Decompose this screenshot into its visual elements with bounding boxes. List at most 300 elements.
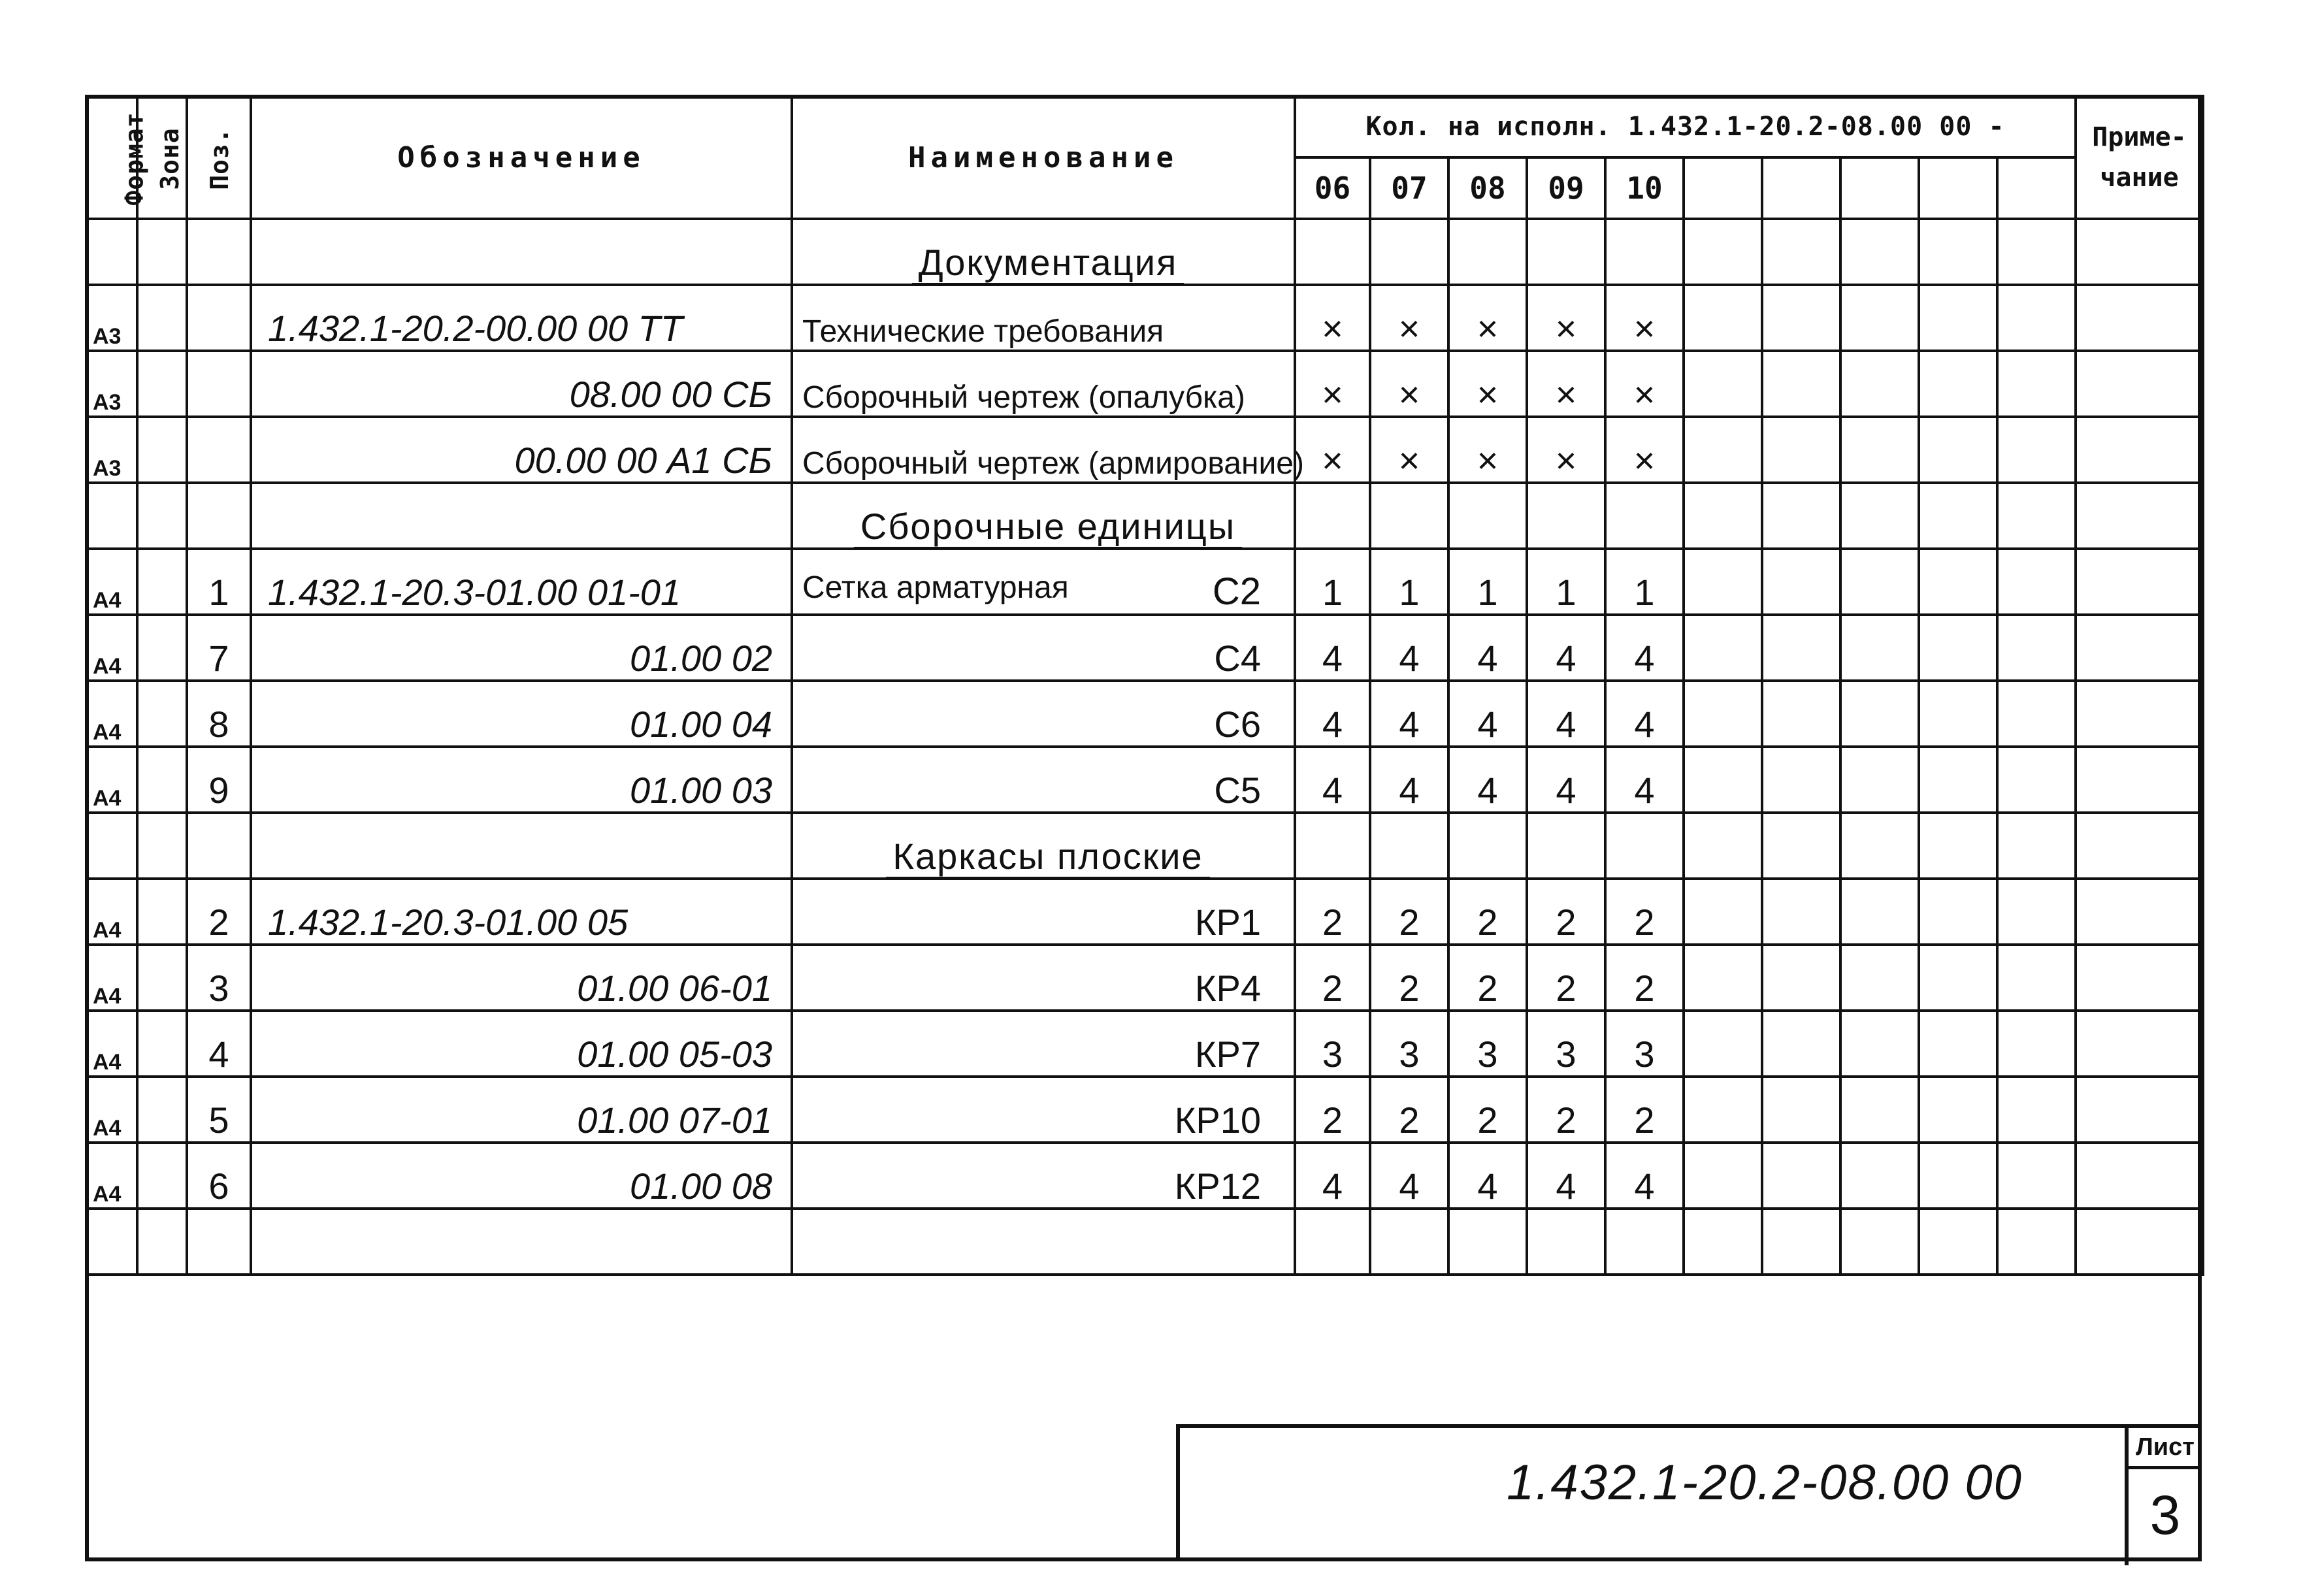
cell-quantity: 4 — [1605, 681, 1684, 747]
cell-quantity-empty — [1684, 549, 1762, 615]
cell-zone — [137, 549, 187, 615]
item-mark: С2 — [1212, 570, 1261, 613]
cell-note — [2076, 285, 2203, 351]
cell-designation: 00.00 00 А1 СБ — [251, 417, 792, 483]
cell-quantity: 2 — [1527, 1077, 1605, 1143]
cell-quantity-empty — [1919, 879, 1997, 945]
section-title: Сборочные единицы — [854, 506, 1242, 549]
cell-quantity: × — [1370, 285, 1448, 351]
cell-name: КР1 — [792, 879, 1295, 945]
cell-quantity: 4 — [1605, 615, 1684, 681]
cell-position: 2 — [187, 879, 251, 945]
cell-name: КР10 — [792, 1077, 1295, 1143]
cell-quantity: × — [1605, 285, 1684, 351]
cell-empty — [251, 1209, 792, 1275]
cell-quantity-empty — [1762, 285, 1840, 351]
cell-zone — [137, 681, 187, 747]
table-row — [86, 219, 2203, 285]
cell-quantity-empty — [1684, 879, 1762, 945]
cell-quantity: 4 — [1295, 615, 1370, 681]
cell-quantity-empty — [1997, 483, 2076, 549]
table-row — [86, 1011, 2203, 1077]
cell-format — [86, 813, 137, 879]
cell-quantity: 4 — [1295, 1143, 1370, 1209]
cell-quantity-empty — [1919, 549, 1997, 615]
cell-quantity: 4 — [1448, 681, 1527, 747]
cell-designation — [251, 219, 792, 285]
cell-quantity: 4 — [1370, 681, 1448, 747]
cell-quantity-empty — [1840, 1143, 1919, 1209]
cell-designation: 01.00 04 — [251, 681, 792, 747]
cell-quantity: 2 — [1370, 1077, 1448, 1143]
cell-position — [187, 219, 251, 285]
specification-body — [86, 219, 2203, 1275]
cell-quantity-empty — [1840, 945, 1919, 1011]
document-code: 1.432.1-20.2-08.00 00 — [1507, 1455, 2023, 1510]
cell-position: 5 — [187, 1077, 251, 1143]
cell-quantity: 4 — [1527, 1143, 1605, 1209]
cell-designation: 01.00 02 — [251, 615, 792, 681]
cell-quantity-empty — [1997, 747, 2076, 813]
cell-name — [792, 483, 1295, 549]
table-row — [86, 483, 2203, 549]
cell-quantity-empty — [1840, 813, 1919, 879]
cell-note — [2076, 1143, 2203, 1209]
cell-position: 4 — [187, 1011, 251, 1077]
cell-quantity-empty — [1684, 615, 1762, 681]
cell-quantity-empty — [1919, 351, 1997, 417]
header-variant-empty — [1997, 157, 2076, 219]
cell-quantity: 2 — [1448, 1077, 1527, 1143]
cell-quantity — [1605, 219, 1684, 285]
header-variant-empty — [1762, 157, 1840, 219]
cell-quantity: 2 — [1295, 1077, 1370, 1143]
section-title: Каркасы плоские — [886, 836, 1209, 879]
cell-quantity: × — [1295, 417, 1370, 483]
cell-empty — [1527, 1209, 1605, 1275]
cell-note — [2076, 813, 2203, 879]
cell-position: 7 — [187, 615, 251, 681]
cell-quantity-empty — [1762, 615, 1840, 681]
cell-quantity: 4 — [1370, 747, 1448, 813]
cell-note — [2076, 351, 2203, 417]
cell-quantity-empty — [1997, 219, 2076, 285]
cell-format: А3 — [86, 417, 137, 483]
cell-position — [187, 813, 251, 879]
table-row-empty — [86, 1209, 2203, 1275]
cell-quantity-empty — [1840, 879, 1919, 945]
cell-designation: 01.00 03 — [251, 747, 792, 813]
cell-quantity-empty — [1762, 747, 1840, 813]
cell-note — [2076, 747, 2203, 813]
cell-format: А3 — [86, 285, 137, 351]
sheet-label: Лист — [2129, 1428, 2202, 1469]
cell-designation: 01.00 06-01 — [251, 945, 792, 1011]
header-variant-empty — [1840, 157, 1919, 219]
cell-quantity-empty — [1997, 813, 2076, 879]
cell-empty — [2076, 1209, 2203, 1275]
cell-format: А4 — [86, 1077, 137, 1143]
cell-quantity-empty — [1762, 351, 1840, 417]
header-variant: 06 — [1295, 157, 1370, 219]
section-title: Документация — [912, 242, 1184, 285]
cell-designation: 01.00 08 — [251, 1143, 792, 1209]
header-variant: 08 — [1448, 157, 1527, 219]
cell-quantity-empty — [1762, 1011, 1840, 1077]
cell-name — [792, 813, 1295, 879]
cell-empty — [1448, 1209, 1527, 1275]
cell-quantity-empty — [1840, 417, 1919, 483]
cell-quantity-empty — [1840, 747, 1919, 813]
cell-quantity: 2 — [1295, 945, 1370, 1011]
cell-quantity-empty — [1762, 483, 1840, 549]
cell-quantity: 2 — [1527, 945, 1605, 1011]
cell-quantity: × — [1448, 285, 1527, 351]
cell-quantity-empty — [1997, 1077, 2076, 1143]
cell-quantity-empty — [1840, 549, 1919, 615]
cell-format: А4 — [86, 1011, 137, 1077]
cell-name: Технические требования — [792, 285, 1295, 351]
cell-format: А4 — [86, 681, 137, 747]
cell-quantity: 3 — [1370, 1011, 1448, 1077]
title-block — [1176, 1424, 2202, 1561]
cell-quantity-empty — [1762, 1077, 1840, 1143]
cell-quantity-empty — [1684, 747, 1762, 813]
cell-quantity-empty — [1840, 351, 1919, 417]
cell-quantity-empty — [1762, 549, 1840, 615]
cell-quantity: 4 — [1370, 615, 1448, 681]
cell-zone — [137, 219, 187, 285]
cell-designation: 01.00 07-01 — [251, 1077, 792, 1143]
cell-quantity — [1370, 219, 1448, 285]
cell-quantity-empty — [1762, 417, 1840, 483]
cell-quantity-empty — [1762, 945, 1840, 1011]
cell-quantity: 2 — [1370, 945, 1448, 1011]
cell-quantity: 1 — [1370, 549, 1448, 615]
cell-quantity-empty — [1840, 1077, 1919, 1143]
cell-position — [187, 417, 251, 483]
cell-quantity: 4 — [1295, 747, 1370, 813]
cell-designation — [251, 813, 792, 879]
table-row — [86, 681, 2203, 747]
cell-designation: 1.432.1-20.3-01.00 01-01 — [251, 549, 792, 615]
cell-quantity: × — [1370, 417, 1448, 483]
cell-quantity: 2 — [1605, 879, 1684, 945]
cell-quantity-empty — [1762, 813, 1840, 879]
cell-quantity: 2 — [1605, 1077, 1684, 1143]
cell-name — [792, 219, 1295, 285]
cell-quantity: 3 — [1605, 1011, 1684, 1077]
cell-quantity-empty — [1684, 945, 1762, 1011]
cell-note — [2076, 681, 2203, 747]
cell-name: С5 — [792, 747, 1295, 813]
table-row — [86, 1077, 2203, 1143]
cell-format: А4 — [86, 1143, 137, 1209]
cell-quantity: 2 — [1370, 879, 1448, 945]
cell-quantity-empty — [1684, 1011, 1762, 1077]
header-variant: 07 — [1370, 157, 1448, 219]
cell-note — [2076, 417, 2203, 483]
cell-empty — [1370, 1209, 1448, 1275]
cell-quantity-empty — [1684, 417, 1762, 483]
table-row — [86, 615, 2203, 681]
cell-zone — [137, 417, 187, 483]
cell-quantity: 2 — [1448, 945, 1527, 1011]
cell-quantity: × — [1527, 417, 1605, 483]
specification-table — [85, 95, 2204, 1276]
cell-format: А4 — [86, 615, 137, 681]
cell-quantity: × — [1448, 351, 1527, 417]
cell-designation: 08.00 00 СБ — [251, 351, 792, 417]
cell-quantity-empty — [1997, 417, 2076, 483]
cell-quantity: 3 — [1295, 1011, 1370, 1077]
cell-quantity: 4 — [1448, 615, 1527, 681]
sheet-number: 3 — [2149, 1484, 2181, 1546]
cell-quantity-empty — [1919, 285, 1997, 351]
cell-quantity: 1 — [1605, 549, 1684, 615]
cell-quantity-empty — [1997, 879, 2076, 945]
header-variant: 10 — [1605, 157, 1684, 219]
cell-position: 9 — [187, 747, 251, 813]
table-row — [86, 351, 2203, 417]
cell-quantity-empty — [1997, 681, 2076, 747]
table-row — [86, 1143, 2203, 1209]
cell-note — [2076, 879, 2203, 945]
cell-quantity-empty — [1840, 615, 1919, 681]
item-name: Сетка арматурная — [802, 570, 1069, 605]
cell-quantity: × — [1605, 417, 1684, 483]
cell-quantity: × — [1527, 351, 1605, 417]
cell-designation: 01.00 05-03 — [251, 1011, 792, 1077]
cell-empty — [1295, 1209, 1370, 1275]
cell-quantity-empty — [1919, 813, 1997, 879]
cell-position: 6 — [187, 1143, 251, 1209]
cell-empty — [1605, 1209, 1684, 1275]
cell-zone — [137, 483, 187, 549]
cell-format — [86, 483, 137, 549]
table-row — [86, 813, 2203, 879]
header-designation: Обозначение — [251, 96, 792, 219]
cell-quantity-empty — [1919, 219, 1997, 285]
cell-quantity-empty — [1684, 219, 1762, 285]
cell-quantity: 4 — [1448, 747, 1527, 813]
cell-zone — [137, 351, 187, 417]
cell-position: 3 — [187, 945, 251, 1011]
cell-empty — [137, 1209, 187, 1275]
cell-quantity — [1295, 813, 1370, 879]
cell-empty — [1919, 1209, 1997, 1275]
sheet-box — [2125, 1428, 2202, 1565]
cell-quantity: × — [1295, 351, 1370, 417]
cell-designation — [251, 483, 792, 549]
cell-quantity: 4 — [1605, 747, 1684, 813]
table-row — [86, 549, 2203, 615]
cell-quantity: 1 — [1448, 549, 1527, 615]
cell-quantity-empty — [1684, 1077, 1762, 1143]
cell-designation: 1.432.1-20.2-00.00 00 ТТ — [251, 285, 792, 351]
cell-quantity-empty — [1997, 549, 2076, 615]
cell-quantity-empty — [1919, 417, 1997, 483]
cell-empty — [1762, 1209, 1840, 1275]
cell-quantity: 1 — [1295, 549, 1370, 615]
cell-quantity: 2 — [1448, 879, 1527, 945]
cell-quantity-empty — [1919, 615, 1997, 681]
cell-format — [86, 219, 137, 285]
cell-quantity: 1 — [1527, 549, 1605, 615]
cell-designation: 1.432.1-20.3-01.00 05 — [251, 879, 792, 945]
cell-name — [792, 549, 1295, 615]
cell-zone — [137, 747, 187, 813]
table-row — [86, 417, 2203, 483]
header-note: Приме- чание — [2076, 96, 2203, 219]
cell-quantity-empty — [1919, 483, 1997, 549]
cell-quantity-empty — [1684, 351, 1762, 417]
cell-empty — [187, 1209, 251, 1275]
cell-quantity-empty — [1919, 747, 1997, 813]
cell-name: КР4 — [792, 945, 1295, 1011]
header-quantity: Кол. на исполн. 1.432.1-20.2-08.00 00 - — [1295, 96, 2076, 157]
cell-quantity — [1448, 813, 1527, 879]
header-name: Наименование — [792, 96, 1295, 219]
header-variant-empty — [1684, 157, 1762, 219]
cell-format: А3 — [86, 351, 137, 417]
header-variant: 09 — [1527, 157, 1605, 219]
cell-quantity — [1370, 813, 1448, 879]
cell-quantity-empty — [1997, 285, 2076, 351]
cell-quantity: 3 — [1448, 1011, 1527, 1077]
cell-quantity: 4 — [1527, 747, 1605, 813]
cell-quantity: 4 — [1605, 1143, 1684, 1209]
cell-quantity-empty — [1840, 483, 1919, 549]
header-format: Формат — [86, 96, 137, 219]
cell-quantity-empty — [1997, 615, 2076, 681]
cell-quantity-empty — [1997, 1143, 2076, 1209]
cell-quantity-empty — [1997, 1011, 2076, 1077]
cell-quantity — [1295, 483, 1370, 549]
cell-format: А4 — [86, 747, 137, 813]
cell-note — [2076, 1077, 2203, 1143]
cell-quantity — [1527, 813, 1605, 879]
cell-quantity — [1295, 219, 1370, 285]
cell-zone — [137, 879, 187, 945]
cell-position — [187, 351, 251, 417]
cell-quantity-empty — [1919, 681, 1997, 747]
header-position: Поз. — [187, 96, 251, 219]
cell-quantity — [1448, 483, 1527, 549]
cell-zone — [137, 945, 187, 1011]
table-row — [86, 945, 2203, 1011]
cell-quantity: × — [1605, 351, 1684, 417]
cell-quantity-empty — [1840, 219, 1919, 285]
cell-note — [2076, 549, 2203, 615]
cell-name: С4 — [792, 615, 1295, 681]
cell-quantity: 2 — [1295, 879, 1370, 945]
cell-quantity: 2 — [1527, 879, 1605, 945]
cell-quantity: × — [1527, 285, 1605, 351]
cell-format: А4 — [86, 879, 137, 945]
cell-quantity-empty — [1684, 681, 1762, 747]
cell-quantity-empty — [1840, 681, 1919, 747]
cell-quantity: × — [1448, 417, 1527, 483]
cell-name: С6 — [792, 681, 1295, 747]
cell-name: КР7 — [792, 1011, 1295, 1077]
cell-quantity-empty — [1997, 945, 2076, 1011]
cell-quantity: 4 — [1295, 681, 1370, 747]
cell-quantity-empty — [1762, 879, 1840, 945]
cell-quantity-empty — [1997, 351, 2076, 417]
cell-empty — [1840, 1209, 1919, 1275]
cell-zone — [137, 1011, 187, 1077]
cell-quantity-empty — [1919, 1011, 1997, 1077]
table-row — [86, 285, 2203, 351]
cell-quantity-empty — [1919, 1143, 1997, 1209]
cell-quantity-empty — [1762, 219, 1840, 285]
cell-quantity — [1527, 219, 1605, 285]
cell-quantity-empty — [1684, 483, 1762, 549]
cell-note — [2076, 615, 2203, 681]
table-row — [86, 879, 2203, 945]
cell-quantity — [1605, 483, 1684, 549]
cell-quantity-empty — [1684, 1143, 1762, 1209]
cell-quantity-empty — [1919, 1077, 1997, 1143]
cell-empty — [1684, 1209, 1762, 1275]
cell-quantity-empty — [1762, 681, 1840, 747]
cell-format: А4 — [86, 945, 137, 1011]
cell-quantity: 4 — [1370, 1143, 1448, 1209]
cell-note — [2076, 483, 2203, 549]
cell-position — [187, 285, 251, 351]
cell-name: КР12 — [792, 1143, 1295, 1209]
cell-quantity-empty — [1919, 945, 1997, 1011]
cell-quantity: 4 — [1527, 615, 1605, 681]
cell-quantity — [1527, 483, 1605, 549]
cell-empty — [792, 1209, 1295, 1275]
cell-quantity: 4 — [1527, 681, 1605, 747]
cell-quantity: 2 — [1605, 945, 1684, 1011]
cell-zone — [137, 615, 187, 681]
cell-quantity — [1605, 813, 1684, 879]
cell-position: 1 — [187, 549, 251, 615]
cell-quantity — [1370, 483, 1448, 549]
cell-quantity-empty — [1840, 1011, 1919, 1077]
cell-zone — [137, 1143, 187, 1209]
cell-format: А4 — [86, 549, 137, 615]
cell-note — [2076, 219, 2203, 285]
cell-quantity: × — [1370, 351, 1448, 417]
cell-zone — [137, 1077, 187, 1143]
cell-empty — [1997, 1209, 2076, 1275]
cell-name: Сборочный чертеж (опалубка) — [792, 351, 1295, 417]
cell-name: Сборочный чертеж (армирование) — [792, 417, 1295, 483]
cell-note — [2076, 945, 2203, 1011]
cell-position: 8 — [187, 681, 251, 747]
cell-quantity — [1448, 219, 1527, 285]
cell-zone — [137, 813, 187, 879]
table-row — [86, 747, 2203, 813]
cell-quantity-empty — [1762, 1143, 1840, 1209]
cell-note — [2076, 1011, 2203, 1077]
cell-quantity-empty — [1684, 813, 1762, 879]
cell-zone — [137, 285, 187, 351]
cell-quantity: 3 — [1527, 1011, 1605, 1077]
cell-quantity-empty — [1684, 285, 1762, 351]
header-zone: Зона — [137, 96, 187, 219]
header-variant-empty — [1919, 157, 1997, 219]
cell-quantity-empty — [1840, 285, 1919, 351]
cell-quantity: × — [1295, 285, 1370, 351]
cell-position — [187, 483, 251, 549]
cell-quantity: 4 — [1448, 1143, 1527, 1209]
